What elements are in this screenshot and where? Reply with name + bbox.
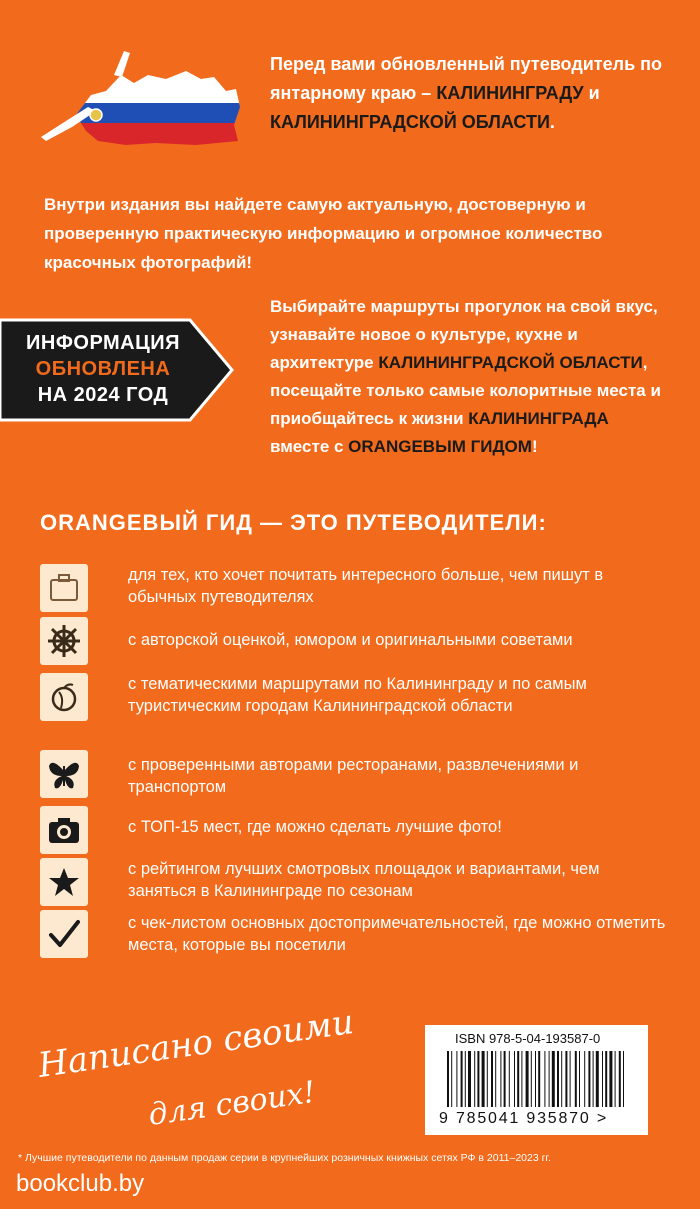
barcode-box: [425, 1025, 648, 1135]
feature-item: [40, 617, 670, 665]
isbn-label: ISBN 978-5-04-193587-0: [455, 1031, 601, 1046]
routes-paragraph: [270, 293, 670, 461]
intro-paragraph: [270, 50, 670, 137]
intro-highlight-region: КАЛИНИНГРАДСКОЙ ОБЛАСТИ: [270, 112, 550, 132]
intro-text-2: и: [583, 83, 600, 103]
routes-highlight-city: КАЛИНИНГРАДА: [468, 409, 609, 428]
routes-highlight-guide: ORANGEВЫМ ГИДОМ: [348, 437, 532, 456]
barcode-digits: 9 785041 935870 >: [439, 1110, 608, 1127]
feature-text: для тех, кто хочет почитать интересного больше, чем пишут в обычных путеводителях: [128, 566, 604, 606]
routes-text-2: , посещайте только самые колоритные места и приобщайтесь к жизни: [270, 353, 661, 428]
site-watermark: bookclub.by: [16, 1170, 145, 1197]
barcode-icon: [445, 1051, 629, 1109]
intro-text-1: Перед вами обновленный путеводитель по янтарному краю –: [270, 54, 663, 103]
routes-text-1: Выбирайте маршруты прогулок на свой вкус, узнавайте новое о культуре, кухне и архитектуре: [270, 297, 658, 372]
intro-text-3: .: [549, 112, 555, 132]
map-icon: [36, 45, 246, 165]
feature-text: с авторской оценкой, юмором и оригинальными советами: [128, 631, 573, 649]
star-icon: [40, 858, 88, 906]
kaliningrad-flag-map: [36, 45, 246, 170]
feature-text: с чек-листом основных достопримечательностей, где можно отметить места, которые вы посетили: [128, 914, 666, 954]
badge-line-3: НА 2024 ГОД: [37, 384, 169, 406]
feature-text: с рейтингом лучших смотровых площадок и вариантами, чем заняться в Калининграде по сезонам: [128, 860, 600, 900]
intro-highlight-kaliningrad: КАЛИНИНГРАДУ: [436, 83, 584, 103]
feature-item: [40, 564, 670, 612]
peach-icon: [40, 673, 88, 721]
inside-paragraph: Внутри издания вы найдете самую актуальную, достоверную и проверенную практическую информацию и огромное количество красочных фотографий!: [44, 195, 603, 272]
feature-text: с проверенными авторами ресторанами, развлечениями и транспортом: [128, 756, 579, 796]
handwritten-signature: [30, 1015, 400, 1150]
feature-text: с тематическими маршрутами по Калининграду и по самым туристическим городам Калининградской области: [128, 675, 587, 715]
feature-item: [40, 910, 670, 958]
features-heading: ORANGEВЫЙ ГИД — ЭТО ПУТЕВОДИТЕЛИ:: [40, 510, 547, 535]
signature-line-1: Написано своими: [35, 1015, 357, 1086]
badge-line-1: ИНФОРМАЦИЯ: [26, 332, 180, 354]
feature-item: [40, 750, 670, 800]
badge-line-2: ОБНОВЛЕНА: [35, 358, 171, 380]
butterfly-icon: [40, 750, 88, 798]
suitcase-icon: [40, 564, 88, 612]
ship-wheel-icon: [40, 617, 88, 665]
routes-text-4: !: [531, 437, 538, 456]
feature-item: [40, 673, 670, 739]
camera-icon: [40, 806, 88, 854]
routes-text-3: вместе с: [270, 437, 349, 456]
feature-item: [40, 858, 670, 906]
checkmark-icon: [40, 910, 88, 958]
feature-item: [40, 806, 670, 854]
updated-2024-badge: [0, 318, 234, 422]
signature-line-2: для своих!: [146, 1074, 318, 1133]
footnote: * Лучшие путеводители по данным продаж серии в крупнейших розничных книжных сетях РФ в 2011–2023 гг.: [18, 1152, 551, 1164]
routes-highlight-region: КАЛИНИНГРАДСКОЙ ОБЛАСТИ: [378, 353, 643, 372]
feature-text: с ТОП-15 мест, где можно сделать лучшие фото!: [128, 818, 502, 836]
